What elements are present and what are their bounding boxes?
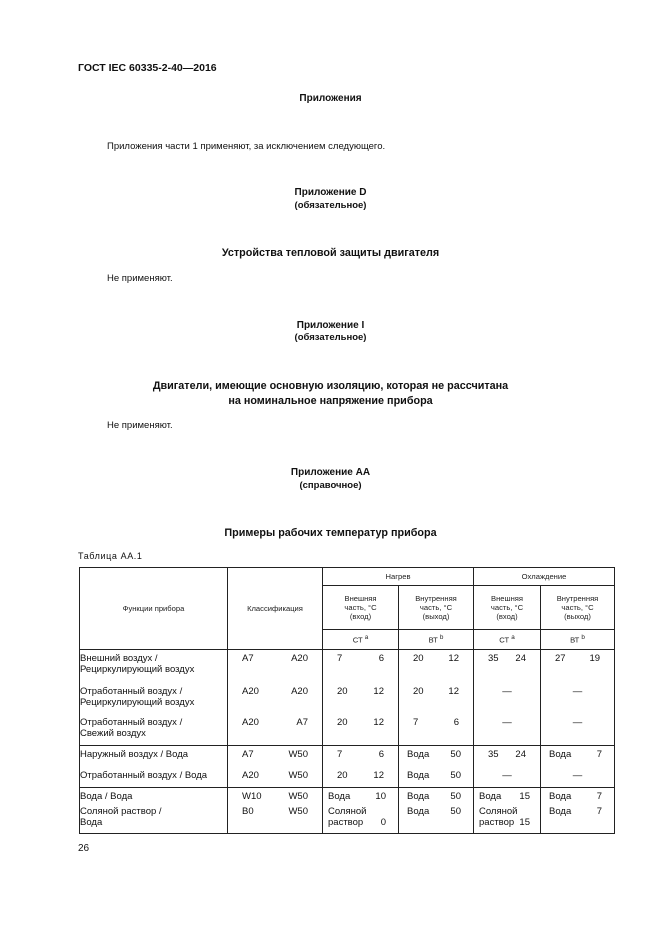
page-number: 26 (78, 843, 90, 854)
table-row: Отработанный воздух / Рециркулирующий воздух А20 А20 20 12 20 12 — — (80, 684, 615, 716)
annex-i-status: (обязательное) (294, 332, 367, 343)
annex-d-text: Не применяют. (107, 273, 173, 284)
header-cooling: Охлаждение (474, 568, 615, 586)
annex-i-text: Не применяют. (107, 420, 173, 431)
annex-d-title: Приложение D (294, 187, 367, 198)
annex-i-title: Приложение I (296, 320, 365, 331)
header-heating: Нагрев (323, 568, 474, 586)
annex-aa-heading: Примеры рабочих температур прибора (224, 527, 437, 539)
appendices-title: Приложения (299, 93, 362, 104)
annex-d-status: (обязательное) (294, 200, 367, 211)
header-cooling-inner: Внутренняя часть, °С (выход) (541, 586, 615, 630)
table-row: Вода / Вода W10 W50 Вода 10 Вода 50 Вода 15 Вода 7 (80, 788, 615, 804)
header-cooling-outer: Внешняя часть, °С (вход) (474, 586, 541, 630)
table-caption: Таблица АА.1 (78, 551, 143, 561)
annex-d-heading: Устройства тепловой защиты двигателя (221, 247, 440, 259)
annex-aa-title: Приложение АА (290, 467, 371, 478)
header-heating-inner: Внутренняя часть, °С (выход) (399, 586, 474, 630)
table-row: Соляной раствор / Вода В0 W50 Соляной раствор 0 Вода 50 Соляной раствор 15 Вода 7 (80, 804, 615, 834)
header-function: Функции прибора (80, 568, 228, 650)
table-row: Отработанный воздух / Свежий воздух А20 А7 20 12 7 6 — — (80, 716, 615, 746)
temperature-table (79, 567, 615, 834)
table-row: Наружный воздух / Вода А7 W50 7 6 Вода 50 35 24 Вода 7 (80, 746, 615, 766)
header-classification: Классификация (228, 568, 323, 650)
header-cooling-ct: СТ $^а$ (474, 630, 541, 650)
annex-i-heading-line1: Двигатели, имеющие основную изоляцию, которая не рассчитана (152, 380, 509, 392)
header-heating-bt: ВТ $^b$ (399, 630, 474, 650)
header-heating-outer: Внешняя часть, °С (вход) (323, 586, 399, 630)
appendices-text: Приложения части 1 применяют, за исключением следующего. (107, 141, 386, 152)
annex-i-heading-line2: на номинальное напряжение прибора (228, 395, 433, 407)
table-row: Внешний воздух / Рециркулирующий воздух А7 А20 7 6 20 12 35 24 27 19 (80, 650, 615, 684)
document-code: ГОСТ IEC 60335-2-40—2016 (78, 62, 217, 74)
header-cooling-bt: ВТ $^b$ (541, 630, 615, 650)
header-heating-ct: СТ $^а$ (323, 630, 399, 650)
annex-aa-status: (справочное) (299, 480, 362, 491)
table-row: Отработанный воздух / Вода А20 W50 20 12 Вода 50 — — (80, 766, 615, 788)
